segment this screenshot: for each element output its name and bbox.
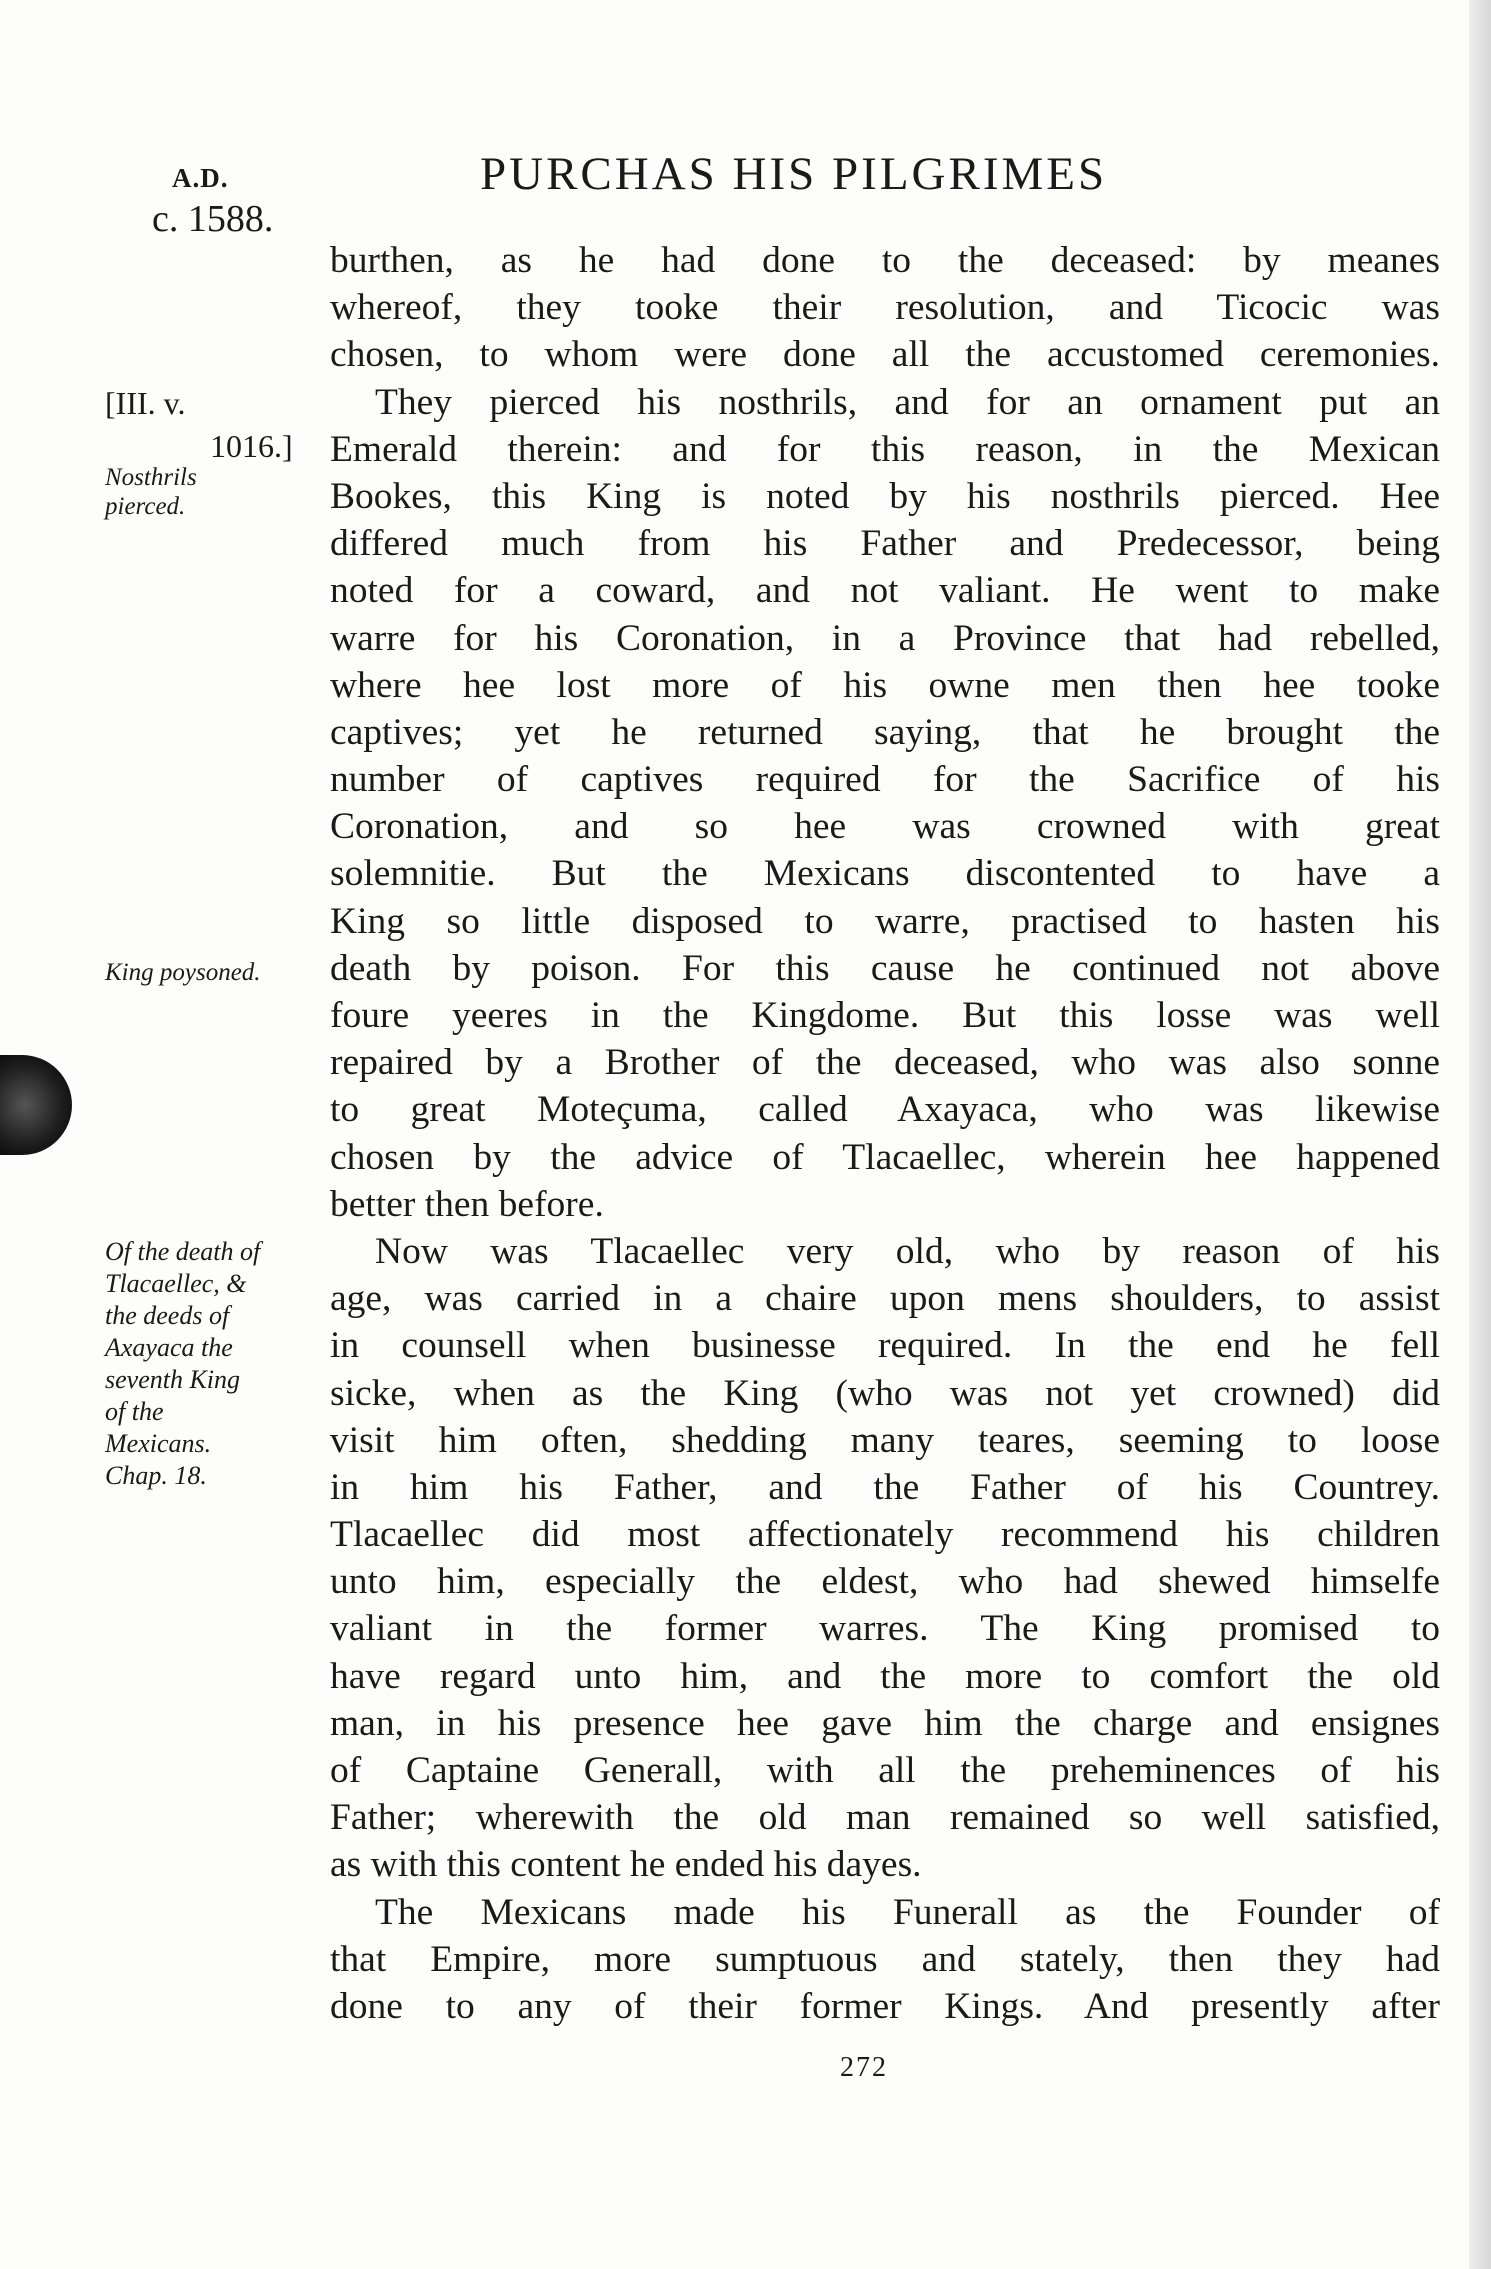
body-line: warre for his Coronation, in a Province that had rebelled,: [330, 617, 1440, 659]
margin-note-line: Nosthrils: [105, 464, 197, 491]
margin-note-line: pierced.: [105, 493, 186, 520]
margin-note-nostrils: [105, 463, 197, 521]
body-line: man, in his presence hee gave him the charge and ensignes: [330, 1702, 1440, 1744]
margin-note-line: Tlacaellec, &: [105, 1269, 247, 1298]
body-line: where hee lost more of his owne men then hee tooke: [330, 664, 1440, 706]
body-line: chosen by the advice of Tlacaellec, wherein hee happened: [330, 1136, 1440, 1178]
body-line: captives; yet he returned saying, that he brought the: [330, 711, 1440, 753]
margin-note-line: Axayaca the: [105, 1333, 233, 1362]
body-line: unto him, especially the eldest, who had shewed himselfe: [330, 1561, 1440, 1603]
body-line: of Captaine Generall, with all the preheminences of his: [330, 1750, 1440, 1791]
body-line: noted for a coward, and not valiant. He went to make: [330, 570, 1440, 612]
body-line: visit him often, shedding many teares, seeming to loose: [330, 1419, 1440, 1461]
margin-note-line: Of the death of: [105, 1237, 261, 1266]
body-text: [330, 237, 1440, 2030]
body-line: in counsell when businesse required. In the end he fell: [330, 1325, 1440, 1367]
margin-note-line: Chap. 18.: [105, 1461, 207, 1490]
body-line: sicke, when as the King (who was not yet crowned) did: [330, 1372, 1440, 1414]
body-line: number of captives required for the Sacrifice of his: [330, 759, 1440, 801]
body-line: death by poison. For this cause he continued not above: [330, 947, 1440, 989]
body-line: They pierced his nosthrils, and for an ornament put an: [375, 381, 1440, 423]
body-line: Bookes, this King is noted by his nosthrils pierced. Hee: [330, 475, 1440, 517]
body-line: Father; wherewith the old man remained so well satisfied,: [330, 1797, 1440, 1839]
body-line: done to any of their former Kings. And presently after: [330, 1985, 1440, 2027]
body-line: differed much from his Father and Predecessor, being: [330, 523, 1440, 565]
margin-note-line: of the: [105, 1397, 164, 1426]
volume-ref-line1: [III. v.: [105, 385, 186, 421]
body-line: Tlacaellec did most affectionately recommend his children: [330, 1514, 1440, 1556]
running-title: PURCHAS HIS PILGRIMES: [480, 148, 1108, 200]
body-line: King so little disposed to warre, practised to hasten his: [330, 900, 1440, 942]
margin-note-poisoned: King poysoned.: [105, 959, 261, 986]
body-line: Emerald therein: and for this reason, in the Mexican: [330, 428, 1440, 470]
thumb-tab-mark: [0, 1055, 72, 1155]
page-edge-shadow: [1469, 0, 1491, 2269]
body-line: burthen, as he had done to the deceased: by meanes: [330, 240, 1440, 281]
body-line: The Mexicans made his Funerall as the Founder of: [375, 1891, 1440, 1933]
header-ad: A.D.: [172, 163, 229, 193]
body-line: as with this content he ended his dayes.: [330, 1844, 922, 1886]
margin-note-line: seventh King: [105, 1365, 241, 1394]
body-line: Now was Tlacaellec very old, who by reason of his: [375, 1230, 1440, 1272]
body-line: whereof, they tooke their resolution, and Ticocic was: [330, 287, 1440, 329]
volume-ref-line2: 1016.]: [210, 428, 293, 464]
header-year: c. 1588.: [152, 198, 274, 240]
body-line: better then before.: [330, 1183, 604, 1225]
body-line: valiant in the former warres. The King promised to: [330, 1608, 1440, 1650]
body-line: that Empire, more sumptuous and stately, then they had: [330, 1938, 1440, 1980]
body-line: chosen, to whom were done all the accustomed ceremonies.: [330, 334, 1440, 376]
body-line: foure yeeres in the Kingdome. But this losse was well: [330, 995, 1440, 1036]
body-line: repaired by a Brother of the deceased, who was also sonne: [330, 1042, 1440, 1084]
body-line: have regard unto him, and the more to comfort the old: [330, 1655, 1440, 1697]
body-line: Coronation, and so hee was crowned with great: [330, 806, 1440, 848]
body-line: age, was carried in a chaire upon mens shoulders, to assist: [330, 1278, 1440, 1320]
margin-note-line: the deeds of: [105, 1301, 230, 1330]
margin-note-line: Mexicans.: [105, 1429, 212, 1458]
body-line: solemnitie. But the Mexicans discontented to have a: [330, 853, 1440, 895]
body-line: in him his Father, and the Father of his Countrey.: [330, 1466, 1440, 1508]
body-line: to great Moteçuma, called Axayaca, who was likewise: [330, 1089, 1440, 1131]
page-number: 272: [840, 2052, 888, 2083]
margin-note-chapter: [105, 1236, 260, 1492]
